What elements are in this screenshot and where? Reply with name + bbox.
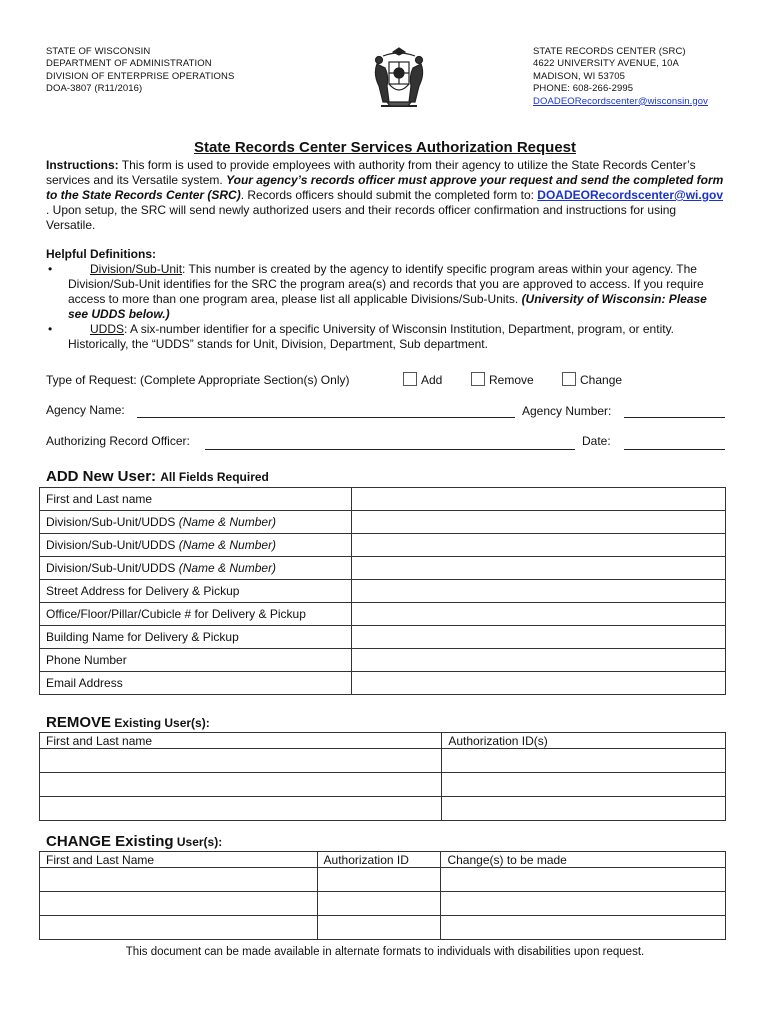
add-field-label [40,603,352,626]
table-row [40,797,726,821]
remove-section-title: REMOVE [46,714,112,731]
definition-division [46,262,728,322]
table-row [40,626,726,649]
src-email-link[interactable]: DOADEORecordscenter@wi.gov [537,188,724,202]
table-row [40,892,726,916]
add-field-label-text: Street Address for Delivery & Pickup [46,584,240,598]
add-field-label [40,649,352,672]
remove-user-table [39,732,726,821]
table-header-row [40,733,726,749]
add-user-table [39,487,726,695]
add-field-label-text: First and Last name [46,492,153,506]
add-field-input[interactable] [351,672,725,695]
header-src-address: 4622 UNIVERSITY AVENUE, 10A [533,58,679,70]
table-cell-input[interactable] [317,916,441,940]
add-field-label [40,626,352,649]
table-cell-input[interactable] [441,868,726,892]
header-agency-info [46,46,234,96]
header-src-name: STATE RECORDS CENTER (SRC) [533,46,686,57]
table-row [40,916,726,940]
remove-col-name: First and Last name [40,733,442,749]
table-cell-input[interactable] [40,892,318,916]
definition-term-udds: UDDS [90,322,125,336]
table-cell-input[interactable] [40,797,442,821]
state-seal-icon [363,44,435,116]
table-row [40,534,726,557]
table-cell-input[interactable] [40,868,318,892]
add-section-subtitle: All Fields Required [160,470,269,484]
table-cell-input[interactable] [442,773,726,797]
definition-text-division: : This number is created by the agency to identify specific program areas within your agency. The Division/Sub-Unit identifies for the SRC the program area(s) and records that you are approved to access. If you require access to more than one program area, please list all applicable Divisions/Sub-Units. [68,262,704,306]
accessibility-footer: This document can be made available in alternate formats to individuals with disabilities upon request. [125,946,645,958]
add-field-label-hint: (Name & Number) [178,538,277,552]
table-cell-input[interactable] [40,749,442,773]
add-field-label-text: Office/Floor/Pillar/Cubicle # for Delivery & Pickup [46,607,306,621]
remove-col-auth-id: Authorization ID(s) [442,733,726,749]
header-form-number: DOA-3807 (R11/2016) [46,83,143,95]
remove-section-subtitle: Existing User(s): [111,716,210,730]
definition-note-udds: (University of Wisconsin: Please see UDDS below.) [68,292,707,321]
agency-number-label: Agency Number: [522,404,612,418]
table-header-row [40,852,726,868]
header-division: DIVISION OF ENTERPRISE OPERATIONS [46,70,235,82]
add-field-input[interactable] [351,603,725,626]
add-checkbox[interactable] [403,372,417,386]
add-field-label [40,511,352,534]
add-field-label [40,580,352,603]
table-cell-input[interactable] [40,773,442,797]
header-src-email-link[interactable]: DOADEORecordscenter@wisconsin.gov [533,95,709,107]
table-row [40,773,726,797]
table-row [40,580,726,603]
add-field-input[interactable] [351,649,725,672]
table-row [40,488,726,511]
header-state: STATE OF WISCONSIN [46,46,151,57]
table-cell-input[interactable] [442,749,726,773]
change-col-name: First and Last Name [40,852,318,868]
change-section-title: CHANGE Existing [46,833,174,850]
remove-section-heading [46,714,210,731]
instructions-text-3: . Upon setup, the SRC will send newly authorized users and their records officer confirmation and instructions for using Versatile. [46,203,677,232]
add-field-label-text: Building Name for Delivery & Pickup [46,630,239,644]
add-section-heading [46,468,269,485]
add-field-input[interactable] [351,557,725,580]
add-field-label-text: Division/Sub-Unit/UDDS [46,561,179,575]
add-field-label [40,488,352,511]
table-row [40,868,726,892]
instructions-text-2: . Records officers should submit the completed form to: [240,188,538,202]
instructions-text-1: This form is used to provide employees with authority from their agency to utilize the State Records Center’s services and its Versatile system. [46,158,696,187]
agency-name-field[interactable] [137,417,515,418]
add-field-input[interactable] [351,626,725,649]
table-row [40,511,726,534]
change-checkbox[interactable] [562,372,576,386]
table-row [40,649,726,672]
table-cell-input[interactable] [40,916,318,940]
table-cell-input[interactable] [317,868,441,892]
table-cell-input[interactable] [441,916,726,940]
add-field-label [40,557,352,580]
change-col-auth-id: Authorization ID [317,852,441,868]
record-officer-field[interactable] [205,449,575,450]
date-label: Date: [582,434,611,448]
change-section-subtitle: User(s): [173,835,223,849]
definitions-list [46,262,728,352]
table-row [40,557,726,580]
add-field-label-hint: (Name & Number) [178,515,277,529]
table-row [40,672,726,695]
table-cell-input[interactable] [442,797,726,821]
bullet-icon: • [48,262,53,276]
definition-udds [46,322,728,352]
table-row [40,749,726,773]
remove-option-label: Remove [489,373,534,387]
table-row [40,603,726,626]
definitions-heading: Helpful Definitions: [46,247,156,261]
add-field-input[interactable] [351,488,725,511]
date-field[interactable] [624,449,725,450]
bullet-icon: • [48,322,53,336]
change-col-changes: Change(s) to be made [441,852,726,868]
table-cell-input[interactable] [317,892,441,916]
table-cell-input[interactable] [441,892,726,916]
add-section-title: ADD New User: [46,468,157,485]
change-user-table [39,851,726,940]
add-field-input[interactable] [351,580,725,603]
add-field-label-text: Division/Sub-Unit/UDDS [46,538,179,552]
instructions-emphasis: Your agency’s records officer must approve your request and send the completed form to the State Records Center (SRC) [46,173,724,202]
definition-term-division: Division/Sub-Unit [90,262,183,276]
request-add-option[interactable] [403,372,442,387]
instructions-label: Instructions: [46,158,119,172]
change-option-label: Change [580,373,623,387]
page-title: State Records Center Services Authorization Request [193,139,577,156]
header-department: DEPARTMENT OF ADMINISTRATION [46,58,212,70]
request-change-option[interactable] [562,372,622,387]
add-field-input[interactable] [351,534,725,557]
remove-checkbox[interactable] [471,372,485,386]
header-src-phone: PHONE: 608-266-2995 [533,83,634,95]
add-field-label [40,534,352,557]
add-field-label-text: Phone Number [46,653,127,667]
record-officer-label: Authorizing Record Officer: [46,434,190,448]
add-option-label: Add [421,373,443,387]
change-section-heading [46,833,222,850]
add-field-label-text: Email Address [46,676,123,690]
header-src-info [533,46,708,108]
header-src-city: MADISON, WI 53705 [533,70,625,82]
add-field-label-hint: (Name & Number) [178,561,277,575]
request-remove-option[interactable] [471,372,534,387]
agency-name-label: Agency Name: [46,403,125,417]
add-field-label [40,672,352,695]
request-type-label: Type of Request: (Complete Appropriate Section(s) Only) [46,373,350,387]
add-field-input[interactable] [351,511,725,534]
instructions-paragraph [46,158,726,233]
definition-text-udds: : A six-number identifier for a specific University of Wisconsin Institution, Department, program, or entity. Historically, the “UDDS” stands for Unit, Division, Department, Sub department. [68,322,675,351]
agency-number-field[interactable] [624,417,725,418]
add-field-label-text: Division/Sub-Unit/UDDS [46,515,179,529]
